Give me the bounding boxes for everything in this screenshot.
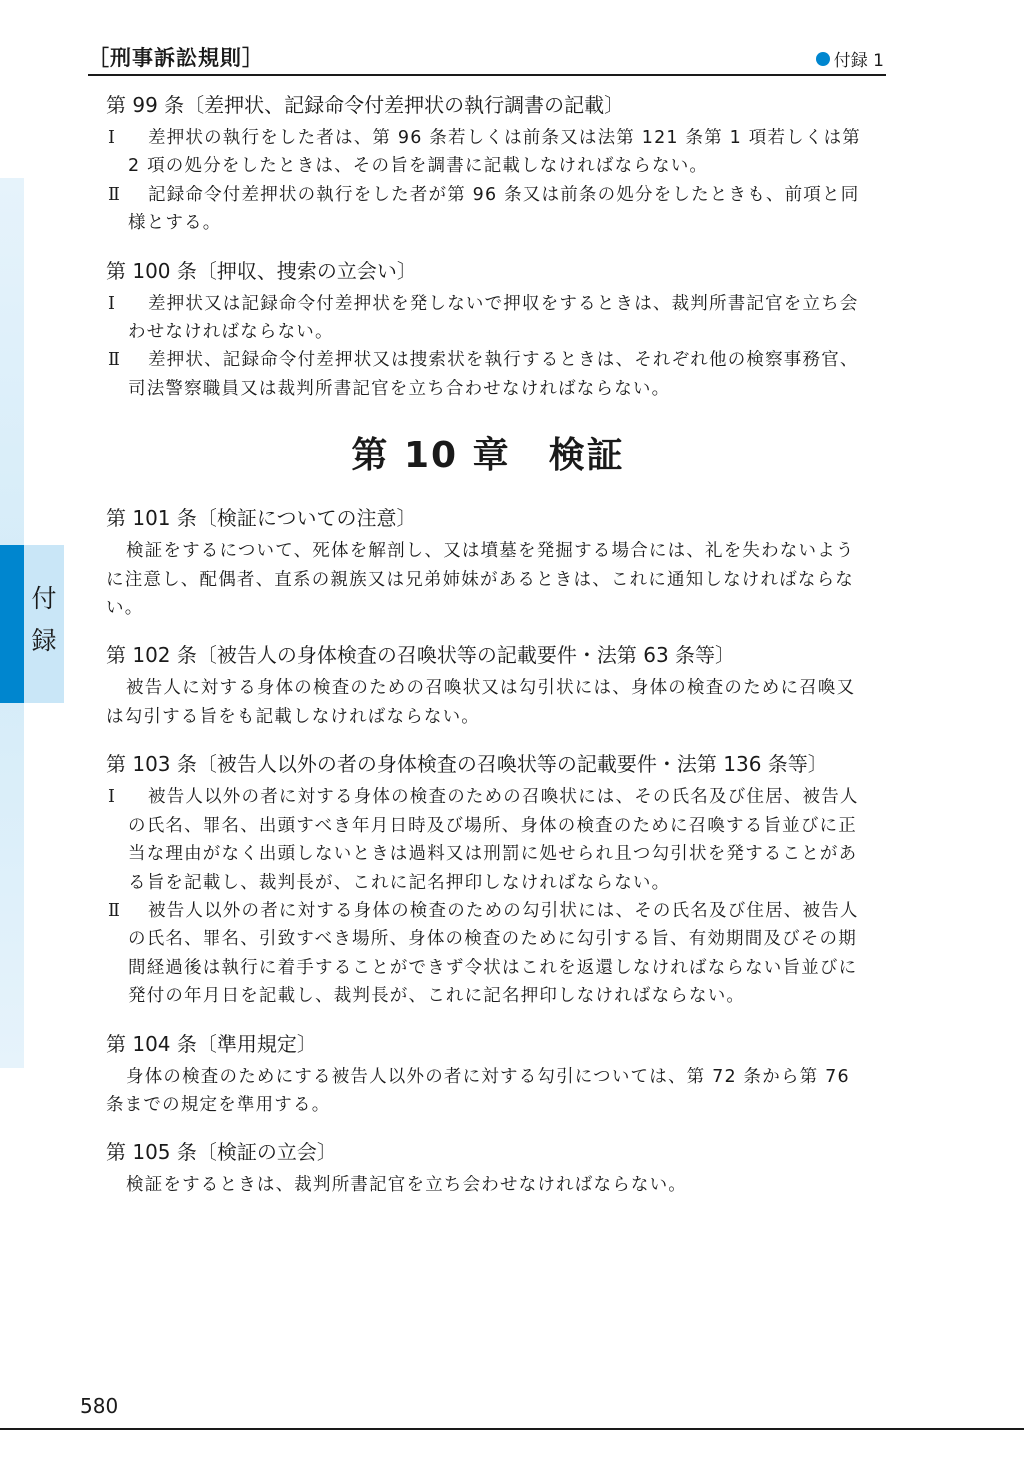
chapter-title: 第 10 章 検証	[351, 435, 625, 477]
paragraph-number: Ⅱ	[108, 184, 122, 205]
paragraph-text: 被告人に対する身体の検査のための召喚状又は勾引状には、身体の検査のために召喚又は勾引する旨をも記載しなければならない。	[106, 678, 856, 727]
paragraph-text: 検証をするときは、裁判所書記官を立ち会わせなければならない。	[126, 1175, 687, 1196]
article-heading: 第 99 条〔差押状、記録命令付差押状の執行調書の記載〕	[106, 93, 625, 117]
running-header	[88, 40, 886, 76]
article-group-a	[106, 90, 870, 403]
paragraph-text: 身体の検査のためにする被告人以外の者に対する勾引については、第 72 条から第 76 条までの規定を準用する。	[106, 1066, 850, 1115]
article-paragraph	[106, 124, 870, 181]
appendix-tab-char: 付	[31, 584, 57, 613]
appendix-tab-char: 録	[31, 626, 57, 655]
header-title: ［刑事訴訟規則］	[88, 46, 264, 70]
article-paragraph	[106, 1063, 870, 1120]
article-paragraph	[106, 1171, 870, 1199]
article-heading: 第 105 条〔検証の立会〕	[106, 1140, 337, 1165]
bullet-dot-icon	[816, 52, 830, 66]
article	[106, 640, 870, 731]
article-paragraph	[106, 346, 870, 403]
article-heading: 第 103 条〔被告人以外の者の身体検査の召喚状等の記載要件・法第 136 条等〕	[106, 752, 828, 777]
article	[106, 256, 870, 404]
article-paragraph	[106, 897, 870, 1011]
header-section-label: 付録 1	[833, 51, 884, 71]
paragraph-text: 記録命令付差押状の執行をした者が第 96 条又は前条の処分をしたときも、前項と同様とする。	[128, 184, 860, 234]
header-section	[816, 46, 884, 71]
paragraph-number: Ⅰ	[108, 128, 117, 148]
article	[106, 1029, 870, 1120]
article-group-b	[106, 503, 870, 1200]
page-body	[106, 90, 870, 1218]
article	[106, 1137, 870, 1199]
paragraph-number: Ⅱ	[108, 900, 122, 921]
bottom-rule	[0, 1428, 1024, 1430]
article	[106, 749, 870, 1010]
article-heading: 第 102 条〔被告人の身体検査の召喚状等の記載要件・法第 63 条等〕	[106, 643, 736, 668]
article-heading: 第 101 条〔検証についての注意〕	[106, 506, 417, 531]
paragraph-number: Ⅰ	[108, 787, 117, 808]
article	[106, 90, 870, 238]
paragraph-text: 被告人以外の者に対する身体の検査のための召喚状には、その氏名及び住居、被告人の氏名、罪名、出頭すべき年月日時及び場所、身体の検査のために召喚する旨並びに正当な理由がなく出頭しないときは過料又は刑罰に処せられ且つ勾引状を発することがある旨を記載し、裁判長が、これに記名押印しなければならない。	[128, 787, 859, 893]
article-heading: 第 100 条〔押収、捜索の立会い〕	[106, 258, 417, 283]
appendix-tab-label	[24, 578, 64, 662]
article-paragraph	[106, 674, 870, 731]
article-paragraph	[106, 537, 870, 622]
paragraph-number: Ⅱ	[108, 350, 122, 371]
article	[106, 503, 870, 622]
paragraph-number: Ⅰ	[108, 293, 117, 314]
paragraph-text: 被告人以外の者に対する身体の検査のための勾引状には、その氏名及び住居、被告人の氏名、罪名、引致すべき場所、身体の検査のために勾引する旨、有効期間及びその期間経過後は執行に着手することができず令状はこれを返還しなければならない旨並びに発付の年月日を記載し、裁判長が、これに記名押印しなければならない。	[128, 900, 859, 1007]
article-paragraph	[106, 181, 870, 238]
paragraph-text: 差押状の執行をした者は、第 96 条若しくは前条又は法第 121 条第 1 項若しくは第 2 項の処分をしたときは、その旨を調書に記載しなければならない。	[128, 128, 861, 177]
article-paragraph	[106, 783, 870, 897]
paragraph-text: 差押状又は記録命令付差押状を発しないで押収をするときは、裁判所書記官を立ち会わせなければならない。	[128, 293, 859, 343]
paragraph-text: 差押状、記録命令付差押状又は捜索状を執行するときは、それぞれ他の検察事務官、司法警察職員又は裁判所書記官を立ち合わせなければならない。	[128, 350, 859, 399]
paragraph-text: 検証をするについて、死体を解剖し、又は墳墓を発掘する場合には、礼を失わないように注意し、配偶者、直系の親族又は兄弟姉妹があるときは、これに通知しなければならない。	[106, 541, 855, 619]
appendix-tab-accent	[0, 545, 24, 703]
article-paragraph	[106, 290, 870, 347]
page-number: 580	[80, 1394, 119, 1418]
article-heading: 第 104 条〔準用規定〕	[106, 1031, 317, 1056]
